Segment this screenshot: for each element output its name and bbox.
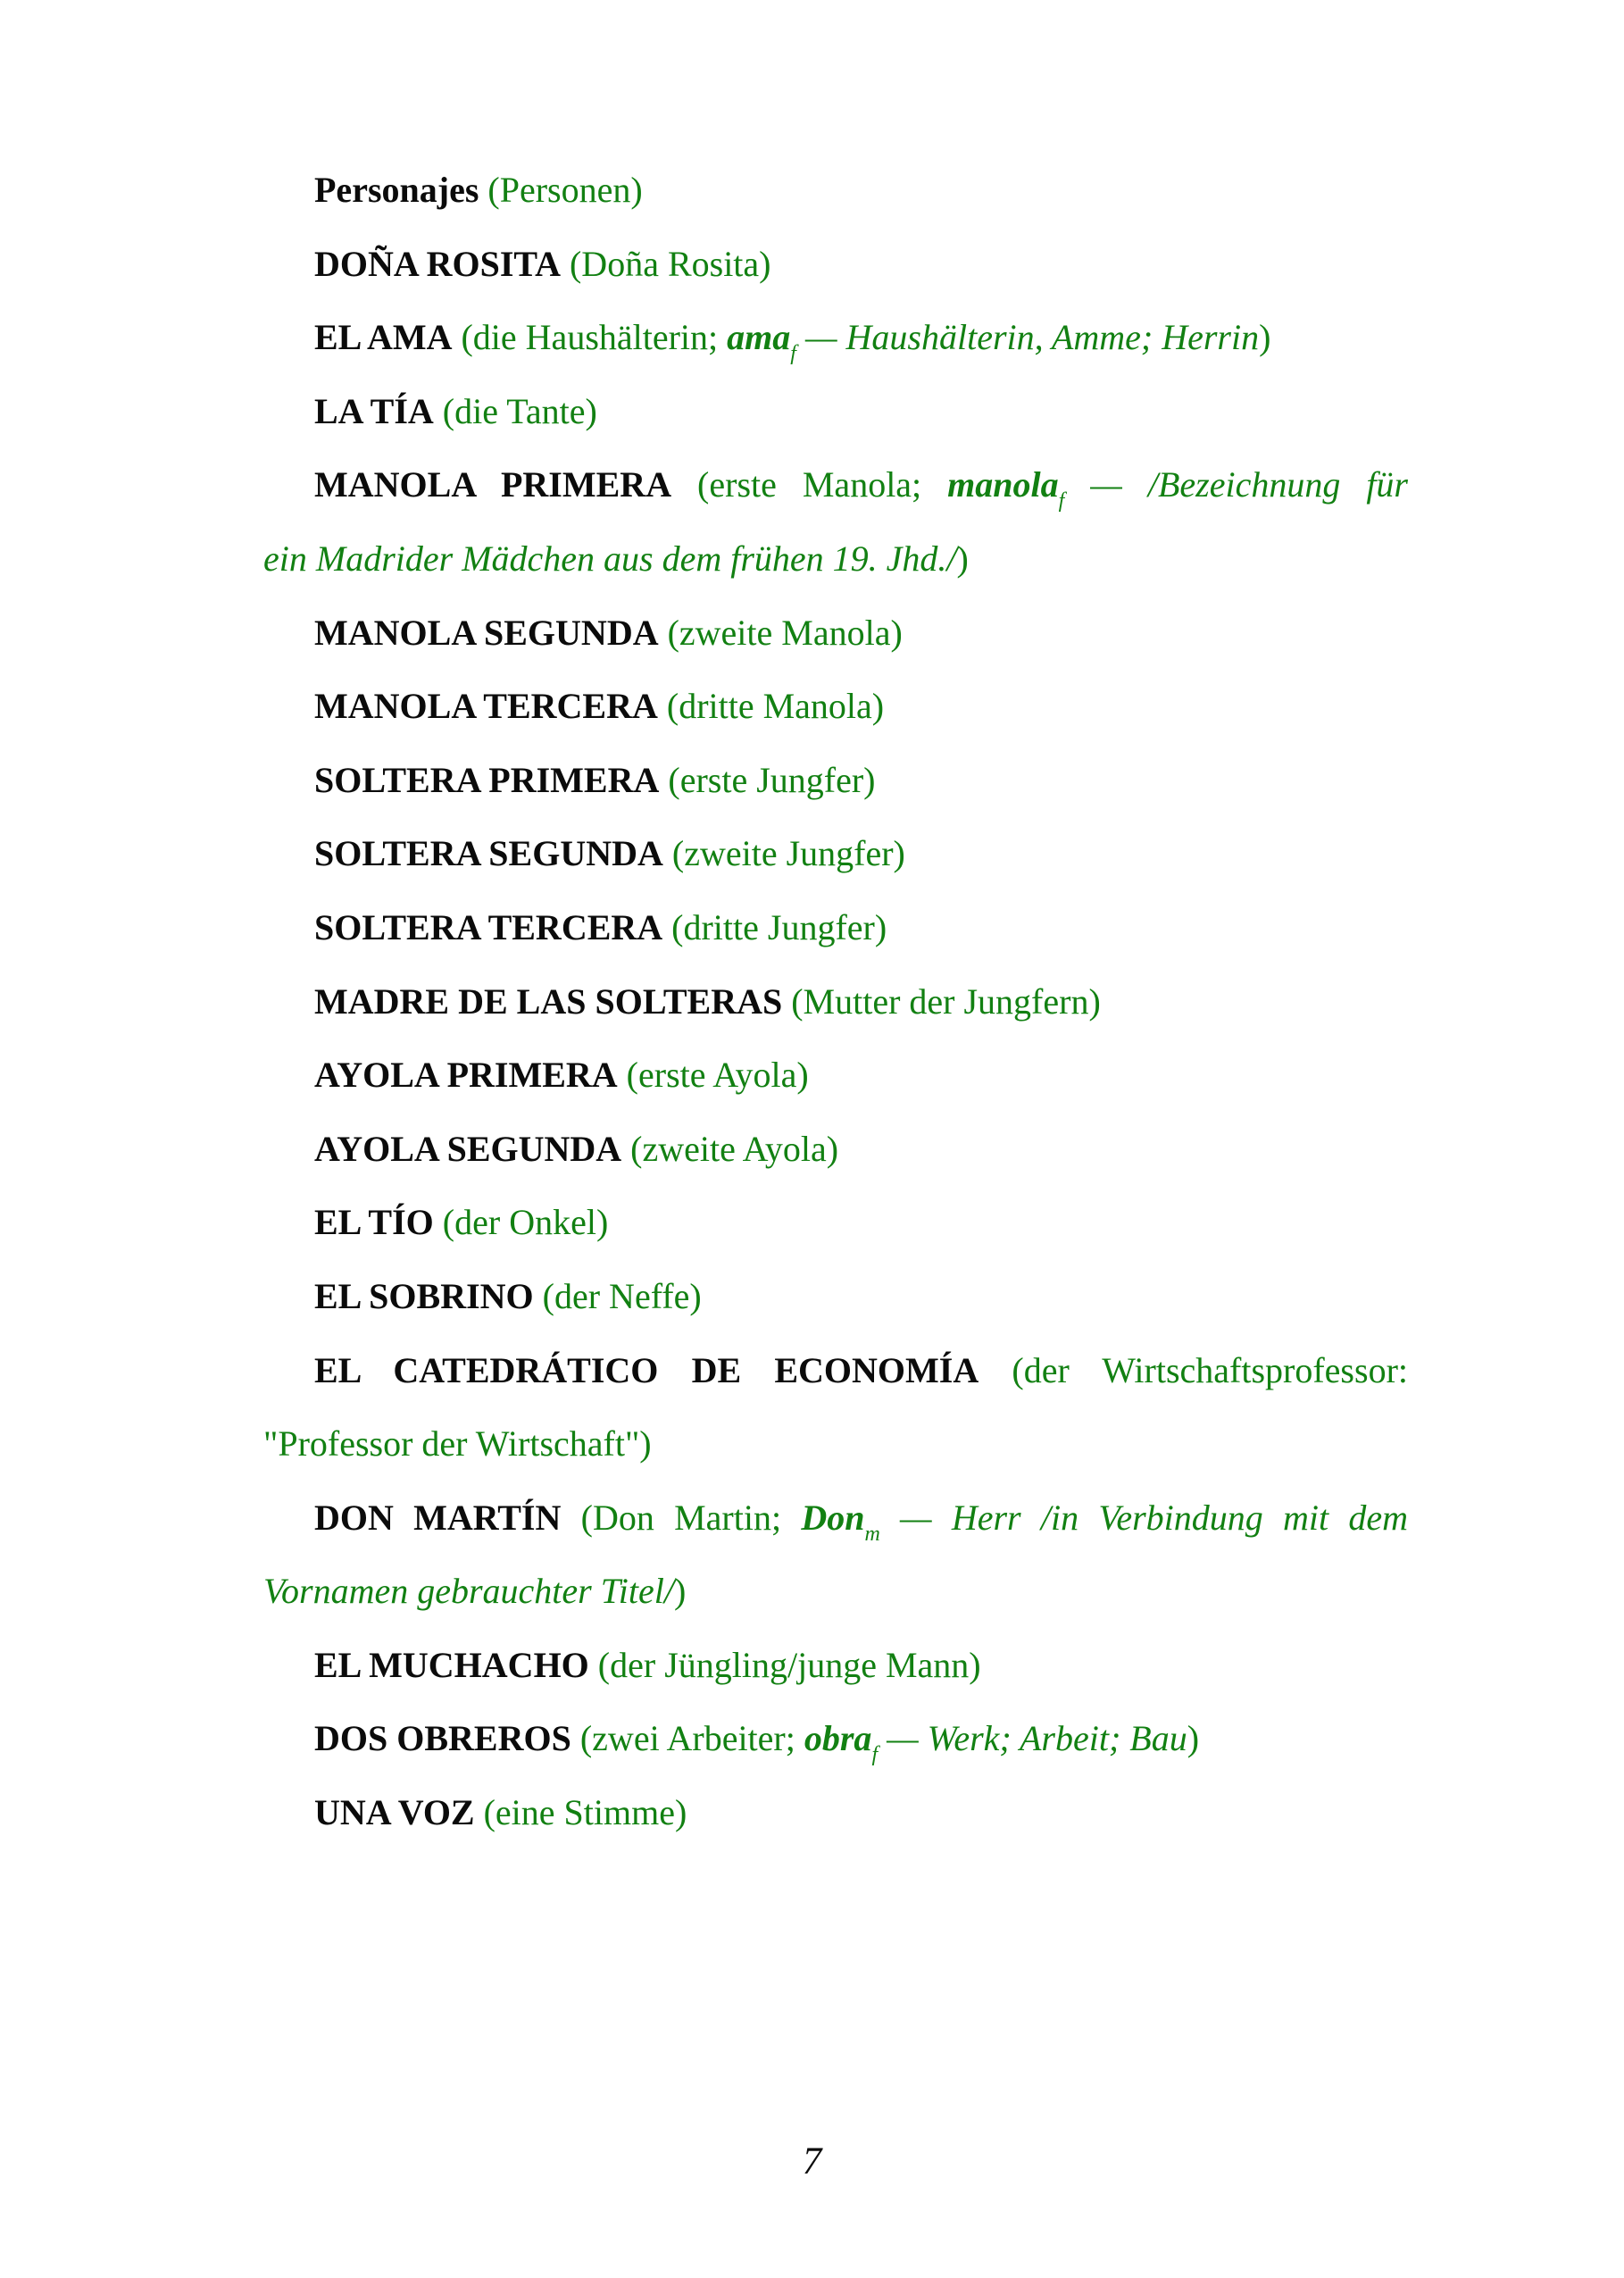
gloss-text: — /Bezeichnung für: [1064, 464, 1408, 505]
character-name: DOS OBREROS: [314, 1718, 571, 1759]
text-line: [263, 965, 1408, 1039]
character-entry: [263, 1113, 1408, 1187]
character-name: DOÑA ROSITA: [314, 243, 561, 284]
text-line: [263, 1555, 1408, 1629]
gloss-text: (der Jüngling/junge Mann): [588, 1644, 981, 1685]
gloss-text: ): [1187, 1718, 1200, 1759]
gender-subscript: m: [864, 1522, 880, 1546]
gloss-text: (dritte Manola): [657, 686, 885, 727]
gloss-text: — Haushälterin, Amme; Herrin: [795, 317, 1260, 358]
vocab-word: Don: [801, 1497, 865, 1538]
text-line: [263, 817, 1408, 891]
character-name: MANOLA TERCERA: [314, 686, 658, 727]
text-line: [263, 1776, 1408, 1850]
text-line: [263, 228, 1408, 302]
character-name: LA TÍA: [314, 390, 434, 431]
text-line: [263, 375, 1408, 449]
character-entry: [263, 744, 1408, 818]
character-name: AYOLA PRIMERA: [314, 1055, 618, 1096]
gloss-text: (die Tante): [433, 390, 597, 431]
gloss-text: (dritte Jungfer): [662, 906, 887, 947]
character-name: EL MUCHACHO: [314, 1644, 589, 1685]
character-entry: [263, 1039, 1408, 1113]
gloss-text: Vornamen gebrauchter Titel/: [263, 1571, 674, 1612]
gloss-text: (der Wirtschaftsprofessor:: [979, 1349, 1409, 1390]
gloss-text: (der Onkel): [433, 1202, 609, 1243]
character-name: EL CATEDRÁTICO DE ECONOMÍA: [314, 1349, 979, 1390]
gloss-text: ): [956, 538, 969, 579]
character-entry: [263, 670, 1408, 744]
gloss-text: (erste Manola;: [671, 464, 948, 505]
gloss-text: (Don Martin;: [561, 1497, 802, 1538]
text-line: [263, 522, 1408, 597]
vocab-word: ama: [727, 317, 791, 358]
vocab-word: manola: [947, 464, 1059, 505]
character-name: MANOLA PRIMERA: [314, 464, 672, 505]
character-name: EL SOBRINO: [314, 1275, 534, 1316]
character-name: SOLTERA SEGUNDA: [314, 833, 663, 874]
gender-subscript: f: [1058, 489, 1065, 513]
character-name: SOLTERA TERCERA: [314, 906, 663, 947]
text-line: [263, 744, 1408, 818]
character-entry: [263, 448, 1408, 596]
character-name: MANOLA SEGUNDA: [314, 612, 659, 653]
text-line: [263, 1039, 1408, 1113]
gloss-text: ): [673, 1571, 687, 1612]
character-name: AYOLA SEGUNDA: [314, 1128, 622, 1169]
page-body: [263, 154, 1408, 1850]
gloss-text: (Doña Rosita): [560, 243, 771, 284]
character-name: UNA VOZ: [314, 1792, 475, 1833]
gloss-text: ): [1259, 317, 1271, 358]
character-entry: [263, 1260, 1408, 1334]
character-entry: [263, 891, 1408, 965]
gloss-text: (zwei Arbeiter;: [570, 1718, 804, 1759]
gloss-text: (die Haushälterin;: [452, 317, 728, 358]
character-entry: [263, 965, 1408, 1039]
gloss-text: (zweite Manola): [658, 612, 903, 653]
vocab-word: obra: [804, 1718, 872, 1759]
text-line: [263, 448, 1408, 522]
gender-subscript: f: [871, 1743, 879, 1767]
gloss-text: "Professor der Wirtschaft"): [263, 1423, 652, 1464]
text-line: [263, 1629, 1408, 1703]
text-line: [263, 1334, 1408, 1408]
text-line: [263, 1407, 1408, 1481]
gloss-text: — Herr /in Verbindung mit dem: [879, 1497, 1409, 1538]
gloss-text: ein Madrider Mädchen aus dem frühen 19. Jhd./: [263, 538, 957, 579]
character-name: DON MARTÍN: [314, 1497, 562, 1538]
character-entry: [263, 1629, 1408, 1703]
gloss-text: (erste Jungfer): [659, 759, 876, 800]
character-entry: [263, 375, 1408, 449]
character-name: EL TÍO: [314, 1202, 434, 1243]
gloss-text: (Mutter der Jungfern): [782, 980, 1101, 1022]
character-name: EL AMA: [314, 317, 453, 358]
text-line: [263, 1702, 1408, 1776]
page-number: 7: [802, 2140, 822, 2182]
gloss-text: (zweite Ayola): [621, 1128, 839, 1169]
character-entry: [263, 817, 1408, 891]
character-entry: [263, 301, 1408, 375]
character-entry: [263, 228, 1408, 302]
gloss-text: (eine Stimme): [474, 1792, 687, 1833]
text-line: [263, 1260, 1408, 1334]
text-line: [263, 670, 1408, 744]
text-line: [263, 154, 1408, 228]
gloss-text: (zweite Jungfer): [662, 833, 905, 874]
character-entry: [263, 1186, 1408, 1260]
character-name: Personajes: [314, 170, 479, 210]
character-entry: [263, 154, 1408, 228]
character-entry: [263, 1776, 1408, 1850]
text-line: [263, 1113, 1408, 1187]
character-entry: [263, 1702, 1408, 1776]
text-line: [263, 1481, 1408, 1556]
gloss-text: (erste Ayola): [617, 1055, 809, 1096]
gloss-text: (Personen): [479, 170, 643, 210]
character-entry: [263, 1481, 1408, 1629]
character-entry: [263, 597, 1408, 671]
character-name: SOLTERA PRIMERA: [314, 759, 660, 800]
gloss-text: (der Neffe): [533, 1275, 702, 1316]
character-entry: [263, 1334, 1408, 1481]
text-line: [263, 597, 1408, 671]
gloss-text: — Werk; Arbeit; Bau: [878, 1718, 1187, 1759]
text-line: [263, 891, 1408, 965]
text-line: [263, 1186, 1408, 1260]
character-name: MADRE DE LAS SOLTERAS: [314, 980, 783, 1022]
gender-subscript: f: [790, 342, 796, 366]
text-line: [263, 301, 1408, 375]
